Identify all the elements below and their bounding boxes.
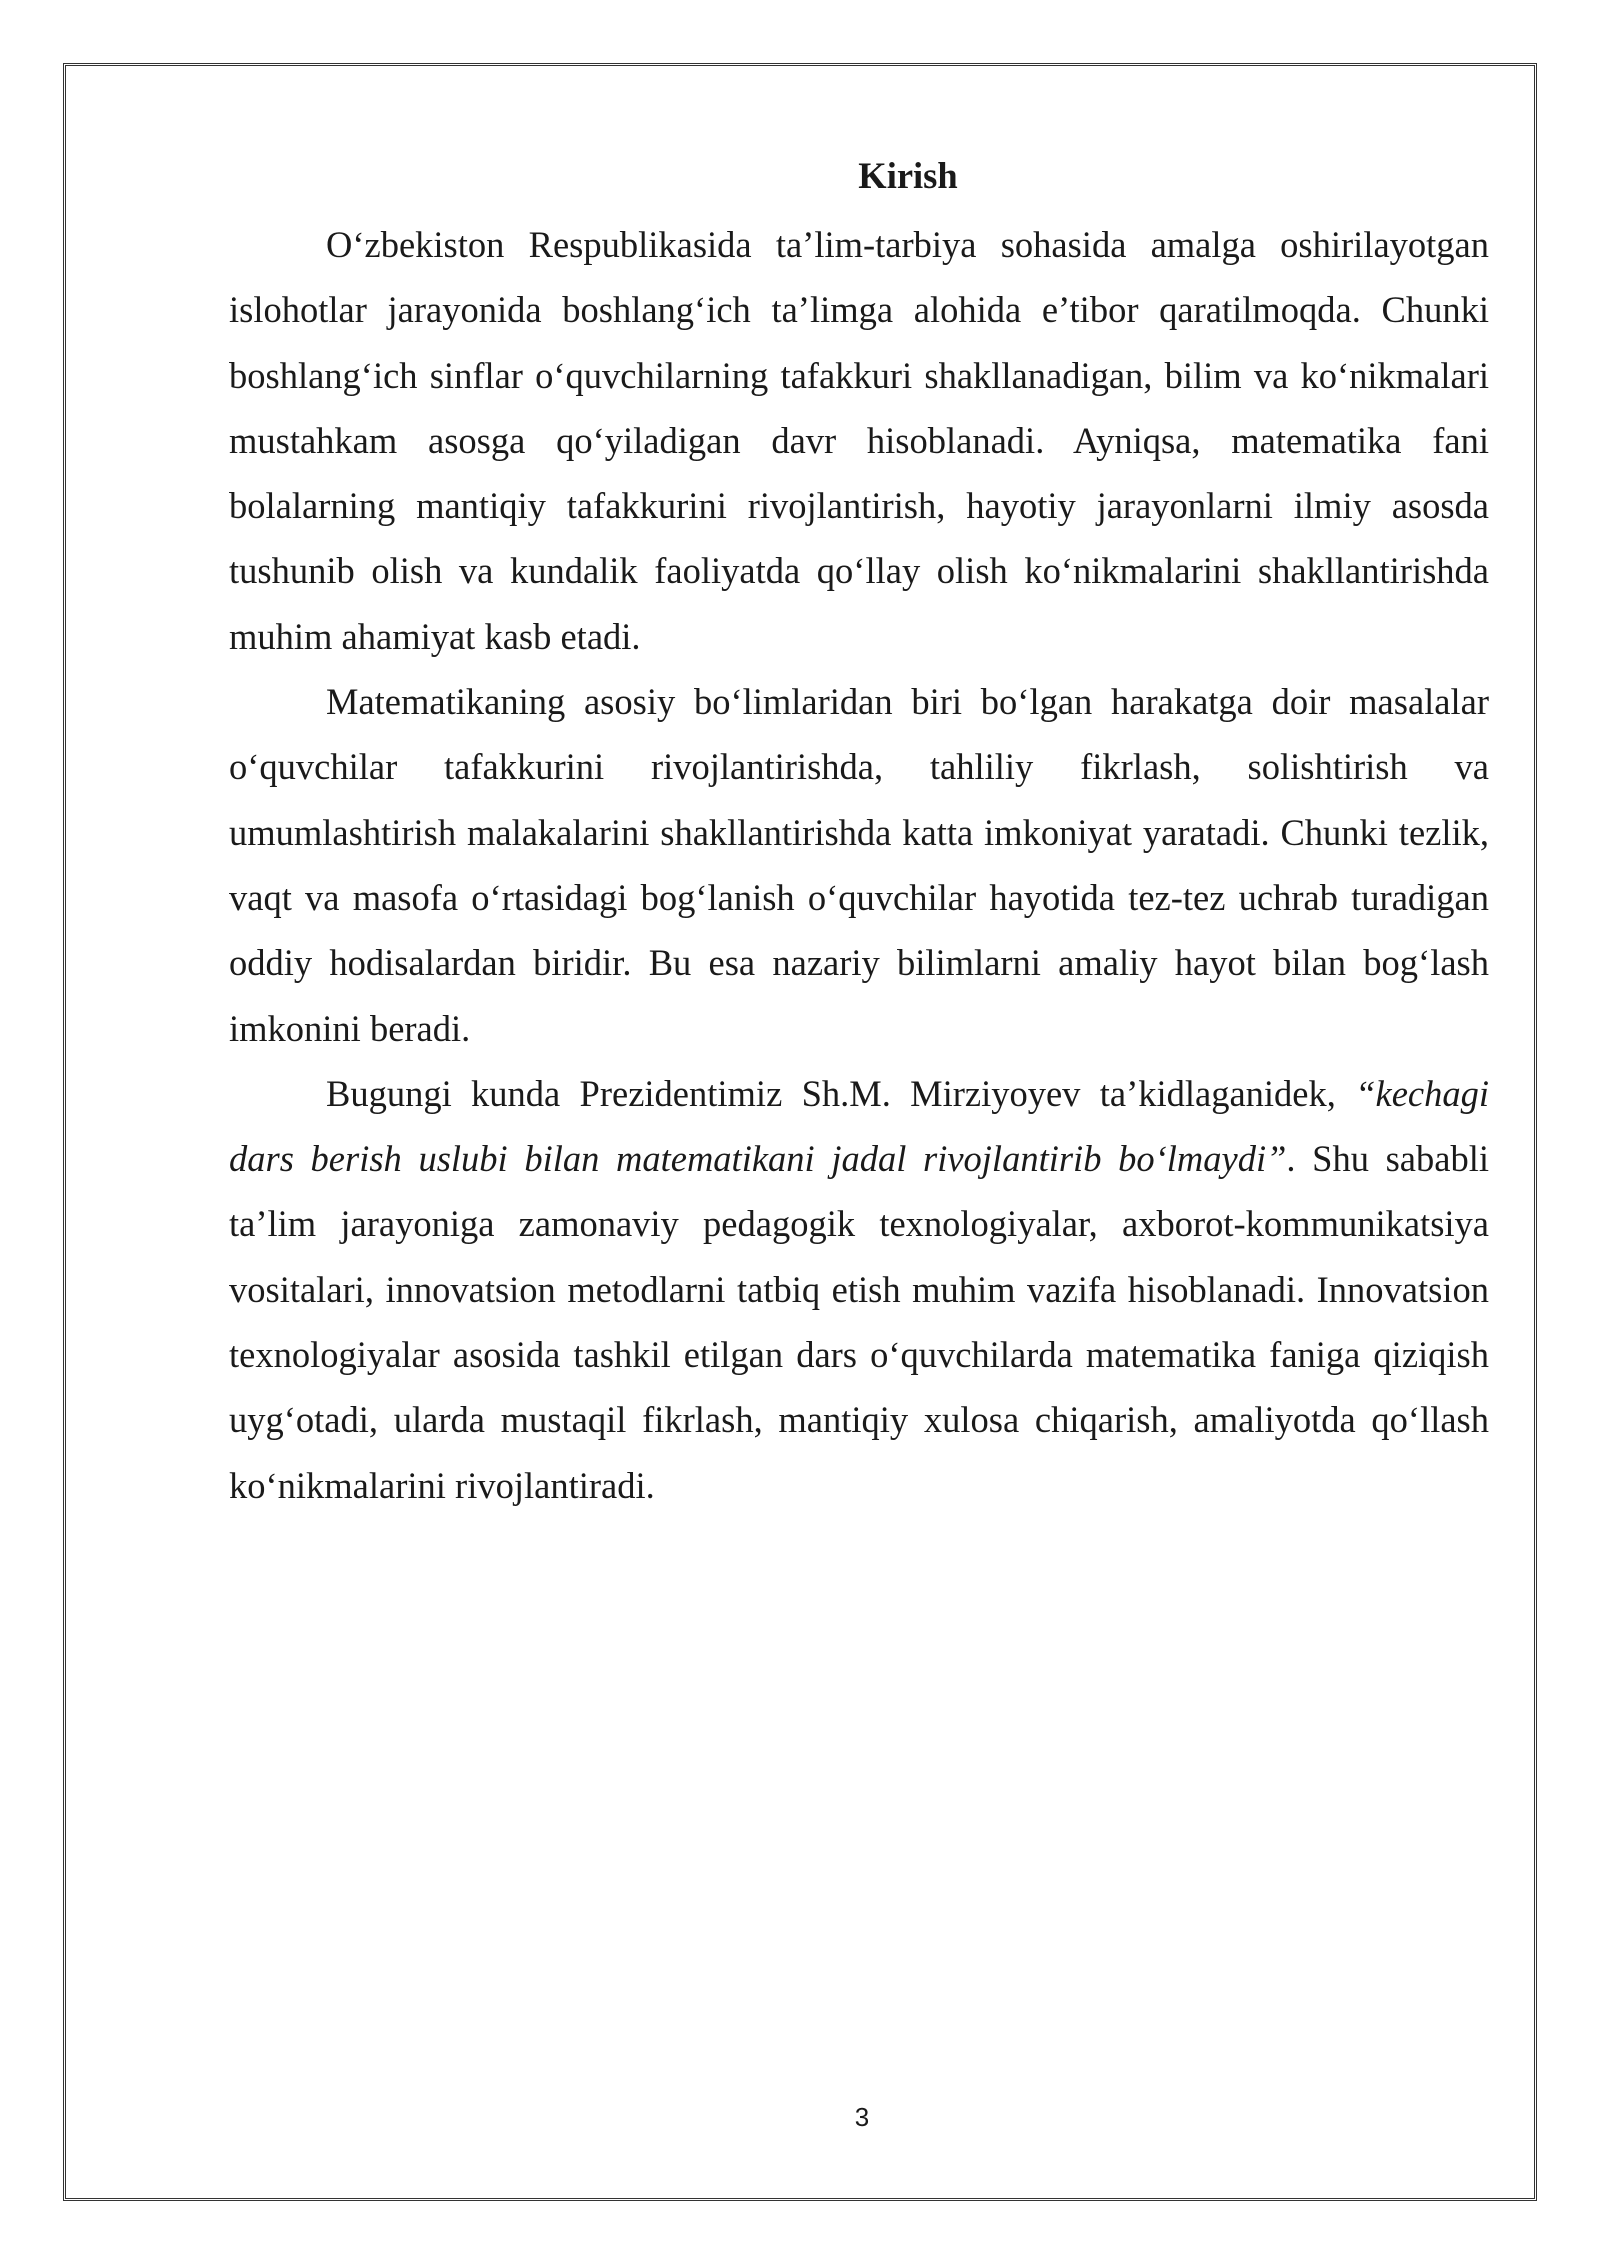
paragraph-3-intro: Bugungi kunda Prezidentimiz Sh.M. Mirziyoyev ta’kidlaganidek, <box>326 1072 1356 1114</box>
paragraph-2: Matematikaning asosiy bo‘limlaridan biri bo‘lgan harakatga doir masalalar o‘quvchilar tafakkurini rivojlantirishda, tahliliy fikrlash, solishtirish va umumlashtirish malakalarini shakllantirishda katta imkoniyat yaratadi. Chunki tezlik, vaqt va masofa o‘rtasidagi bog‘lanish o‘quvchilar hayotida tez-tez uchrab turadigan oddiy hodisalardan biridir. Bu esa nazariy bilimlarni amaliy hayot bilan bog‘lash imkonini beradi. <box>229 681 1489 1049</box>
paragraph-3-rest: . Shu sababli ta’lim jarayoniga zamonaviy pedagogik texnologiyalar, axborot-kommunikatsiya vositalari, innovatsion metodlarni tatbiq etish muhim vazifa hisoblanadi. Innovatsion texnologiyalar asosida tashkil etilgan dars o‘quvchilarda matematika faniga qiziqish uyg‘otadi, ularda mustaqil fikrlash, mantiqiy xulosa chiqarish, amaliyotda qo‘llash ko‘nikmalarini rivojlantiradi. <box>229 1138 1489 1506</box>
document-body <box>229 150 1489 1518</box>
paragraph-3 <box>229 1061 1489 1518</box>
page-number: 3 <box>854 2102 870 2132</box>
paragraph-1: O‘zbekiston Respublikasida ta’lim-tarbiya sohasida amalga oshirilayotgan islohotlar jarayonida boshlang‘ich ta’limga alohida e’tibor qaratilmoqda. Chunki boshlang‘ich sinflar o‘quvchilarning tafakkuri shakllanadigan, bilim va ko‘nikmalari mustahkam asosga qo‘yiladigan davr hisoblanadi. Ayniqsa, matematika fani bolalarning mantiqiy tafakkurini rivojlantirish, hayotiy jarayonlarni ilmiy asosda tushunib olish va kundalik faoliyatda qo‘llay olish ko‘nikmalarini shakllantirishda muhim ahamiyat kasb etadi. <box>229 224 1489 657</box>
page-title: Kirish <box>858 155 958 196</box>
president-quote: “kechagi dars berish uslubi bilan matematikani jadal rivojlantirib bo‘lmaydi” <box>229 1072 1489 1180</box>
